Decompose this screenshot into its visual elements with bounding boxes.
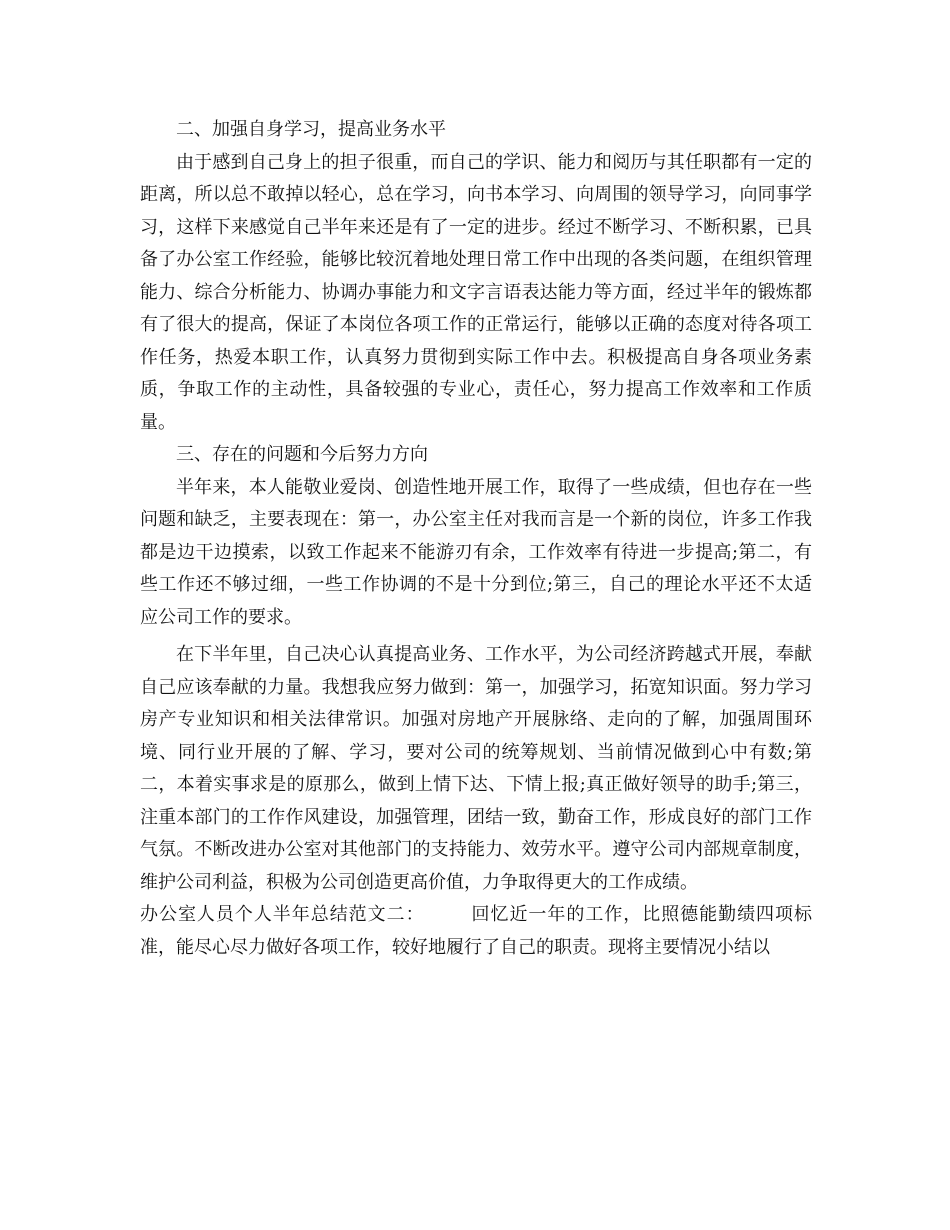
section-three-heading: 三、存在的问题和今后努力方向 [176,444,428,465]
section-two-paragraph: 由于感到自己身上的担子很重，而自己的学识、能力和阅历与其任职都有一定的距离，所以总不敢掉以轻心，总在学习，向书本学习、向周围的领导学习，向同事学习，这样下来感觉自己半年来还是有了一定的进步。经过不断学习、不断积累，已具备了办公室工作经验，能够比较沉着地处理日常工作中出现的各类问题，在组织管理能力、综合分析能力、协调办事能力和文字言语表达能力等方面，经过半年的锻炼都有了很大的提高，保证了本岗位各项工作的正常运行，能够以正确的态度对待各项工作任务，热爱本职工作，认真努力贯彻到实际工作中去。积极提高自身各项业务素质，争取工作的主动性，具备较强的专业心，责任心，努力提高工作效率和工作质量。 [140,151,812,433]
section-three-paragraph-1: 半年来，本人能敬业爱岗、创造性地开展工作，取得了一些成绩，但也存在一些问题和缺乏，主要表现在：第一，办公室主任对我而言是一个新的岗位，许多工作我都是边干边摸索，以致工作起来不能游刃有余，工作效率有待进一步提高;第二，有些工作还不够过细，一些工作协调的不是十分到位;第三，自己的理论水平还不太适应公司工作的要求。 [140,476,812,628]
sample-two-label: 办公室人员个人半年总结范文二： [140,904,425,925]
sample-two-paragraph [140,899,812,964]
document-body [140,114,812,964]
section-three-paragraph-2: 在下半年里，自己决心认真提高业务、工作水平，为公司经济跨越式开展，奉献自己应该奉献的力量。我想我应努力做到：第一，加强学习，拓宽知识面。努力学习房产专业知识和相关法律常识。加强对房地产开展脉络、走向的了解，加强周围环境、同行业开展的了解、学习，要对公司的统筹规划、当前情况做到心中有数;第二，本着实事求是的原那么，做到上情下达、下情上报;真正做好领导的助手;第三，注重本部门的工作作风建设，加强管理，团结一致，勤奋工作，形成良好的部门工作气氛。不断改进办公室对其他部门的支持能力、效劳水平。遵守公司内部规章制度，维护公司利益，积极为公司创造更高价值，力争取得更大的工作成绩。 [140,644,812,893]
section-two-heading: 二、加强自身学习，提高业务水平 [176,119,446,140]
sample-two-body: 回忆近一年的工作，比照德能勤绩四项标准，能尽心尽力做好各项工作，较好地履行了自己的职责。现将主要情况小结以 [140,904,812,958]
